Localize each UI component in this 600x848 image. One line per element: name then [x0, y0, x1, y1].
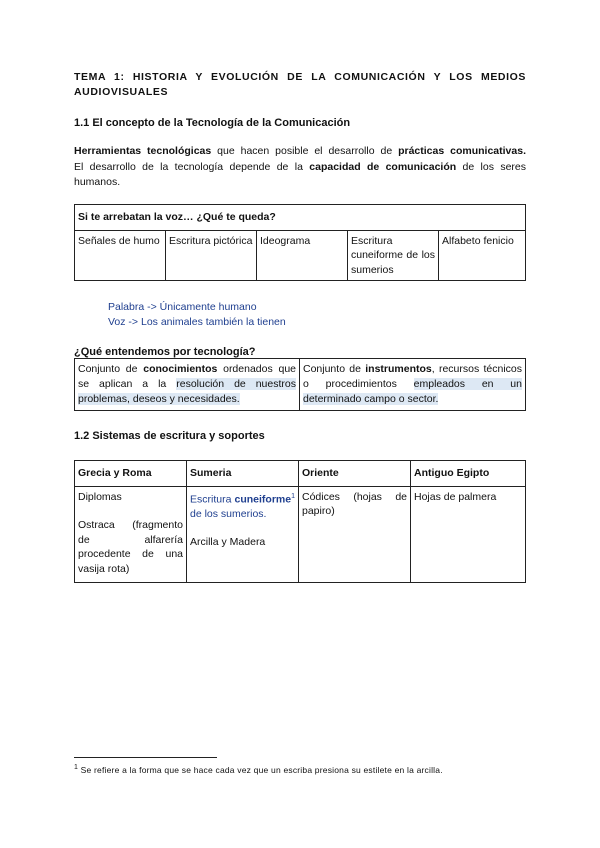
section-heading-technology: ¿Qué entendemos por tecnología? [74, 346, 256, 358]
text-span: , recursos técnicos o procedimientos [303, 363, 522, 390]
table-cell: Escritura cuneiforme de los sumerios [348, 230, 439, 281]
text-span: que hacen posible el desarrollo de [211, 145, 399, 157]
footnote-separator [74, 757, 217, 758]
text-span: de los sumerios. [190, 507, 267, 520]
text-span: Conjunto de [303, 363, 366, 375]
bold-term: instrumentos [365, 363, 432, 375]
voice-table-header: Si te arrebatan la voz… ¿Qué te queda? [75, 205, 526, 231]
note-line: Palabra -> Únicamente humano [108, 301, 257, 313]
bold-term: conocimientos [143, 363, 218, 375]
highlighted-text: resolución de nuestros problemas, deseos y necesidades. [78, 378, 296, 405]
intro-paragraph [74, 144, 526, 191]
table-cell: Señales de humo [75, 230, 166, 281]
table-cell [300, 359, 526, 411]
section-heading-1-1: 1.1 El concepto de la Tecnología de la Comunicación [74, 117, 351, 129]
page-title: TEMA 1: HISTORIA Y EVOLUCIÓN DE LA COMUNICACIÓN Y LOS MEDIOS AUDIOVISUALES [74, 71, 526, 98]
column-header: Sumeria [187, 461, 299, 487]
column-header: Grecia y Roma [75, 461, 187, 487]
cell-line [190, 490, 295, 522]
table-cell: Alfabeto fenicio [439, 230, 526, 281]
table-cell [75, 486, 187, 582]
text-span: Escritura [190, 493, 235, 505]
column-header: Antiguo Egipto [411, 461, 526, 487]
note-line: Voz -> Los animales también la tienen [108, 316, 286, 328]
table-cell: Hojas de palmera [411, 486, 526, 582]
text-span: El desarrollo de la tecnología depende de la [74, 160, 310, 173]
bold-term: cuneiforme [234, 493, 292, 505]
table-cell: Escritura pictórica [166, 230, 257, 281]
cell-line: Ostraca (fragmento de alfarería procedente de una vasija rota) [78, 519, 183, 575]
table-cell [75, 359, 300, 411]
bold-term: Herramientas tecnológicas [74, 145, 212, 157]
writing-systems-table [74, 460, 526, 583]
table-cell: Ideograma [257, 230, 348, 281]
paragraph-line-1 [74, 144, 526, 160]
highlighted-text: empleados en un determinado campo o sector. [303, 378, 522, 405]
notes-list [108, 300, 286, 330]
bold-term: capacidad de comunicación [309, 160, 457, 173]
table-cell [187, 486, 299, 582]
cell-line: Diplomas [78, 490, 122, 503]
text-span: de los seres humanos. [74, 160, 526, 188]
bold-term: prácticas comunicativas. [398, 145, 526, 157]
table-cell: Códices (hojas de papiro) [299, 486, 411, 582]
text-span: ordenados que se aplican a la [78, 363, 297, 390]
voice-table [74, 204, 526, 281]
footnote-text: Se refiere a la forma que se hace cada vez que un escriba presiona su estilete en la arcilla. [78, 764, 443, 775]
column-header: Oriente [299, 461, 411, 487]
cell-line: Arcilla y Madera [190, 536, 266, 548]
section-heading-1-2: 1.2 Sistemas de escritura y soportes [74, 430, 265, 442]
technology-table [74, 358, 526, 411]
footnote-marker[interactable]: 1 [291, 492, 295, 500]
text-span: Conjunto de [78, 363, 144, 375]
footnote-marker: 1 [74, 764, 79, 771]
footnote [74, 764, 443, 775]
